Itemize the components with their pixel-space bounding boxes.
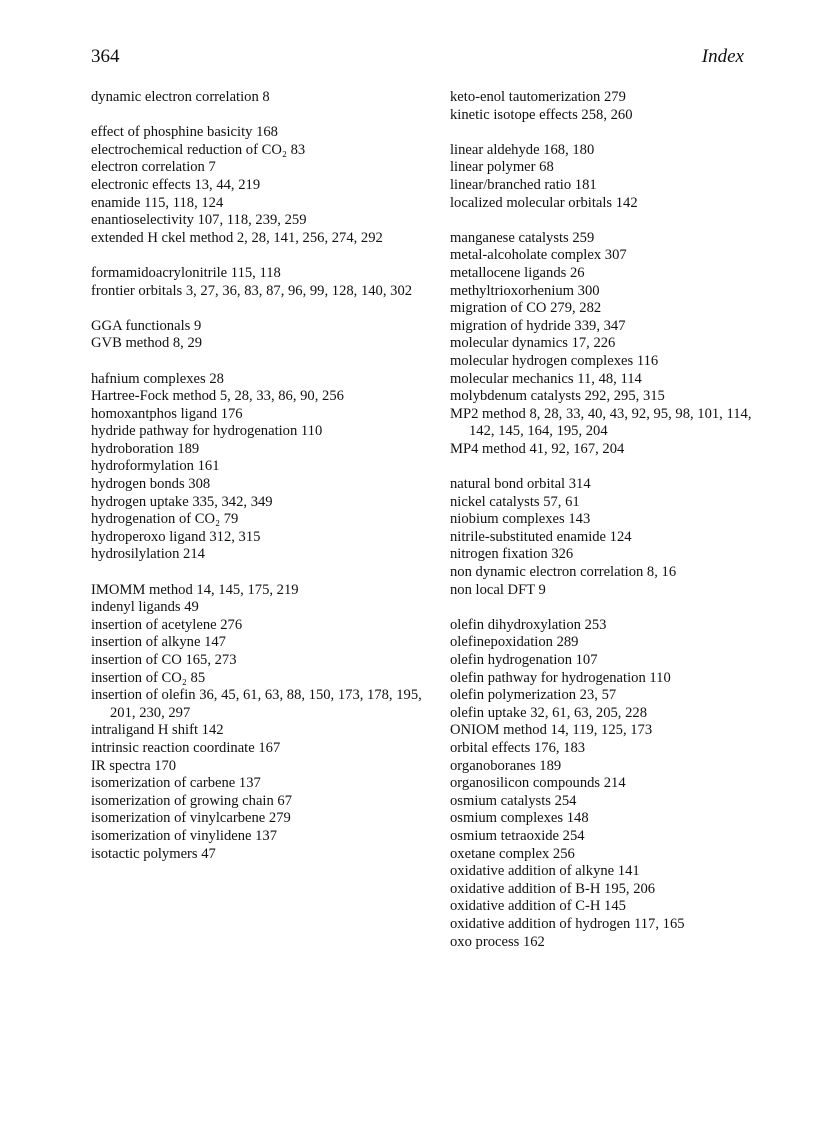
index-entry: metal-alcoholate complex 307: [450, 247, 627, 264]
index-entry: intrinsic reaction coordinate 167: [91, 739, 281, 756]
index-column-right: [450, 89, 760, 969]
running-head: Index: [701, 46, 744, 67]
index-entry: molecular hydrogen complexes 116: [450, 352, 659, 369]
index-entry: manganese catalysts 259: [450, 229, 595, 246]
index-entry: indenyl ligands 49: [91, 599, 199, 616]
index-entry: organoboranes 189: [450, 757, 562, 774]
index-entry: dynamic electron correlation 8: [91, 89, 270, 105]
index-entry: hafnium complexes 28: [91, 370, 224, 387]
index-entry: hydroformylation 161: [91, 458, 220, 475]
index-entry: formamidoacrylonitrile 115, 118: [91, 264, 281, 281]
index-entry: non dynamic electron correlation 8, 16: [450, 564, 677, 581]
index-entry: Hartree-Fock method 5, 28, 33, 86, 90, 256: [91, 388, 344, 405]
index-entry: migration of hydride 339, 347: [450, 317, 626, 334]
index-entry: homoxantphos ligand 176: [91, 405, 243, 422]
index-entry: isotactic polymers 47: [91, 845, 216, 862]
index-column-left: [91, 89, 436, 881]
index-entry: metallocene ligands 26: [450, 264, 585, 281]
index-entry: enamide 115, 118, 124: [91, 194, 224, 211]
index-entry: nickel catalysts 57, 61: [450, 493, 580, 510]
index-entry: methyltrioxorhenium 300: [450, 282, 600, 299]
index-entry: kinetic isotope effects 258, 260: [450, 106, 633, 123]
index-entry: nitrogen fixation 326: [450, 546, 574, 563]
index-entry: IR spectra 170: [91, 757, 177, 774]
index-entry: effect of phosphine basicity 168: [91, 124, 278, 141]
index-entry: intraligand H shift 142: [91, 722, 224, 739]
index-group: [450, 230, 760, 459]
index-entry: keto-enol tautomerization 279: [450, 89, 626, 105]
index-entry: electronic effects 13, 44, 219: [91, 176, 261, 193]
index-entry: isomerization of growing chain 67: [91, 792, 293, 809]
index-entry: hydride pathway for hydrogenation 110: [91, 423, 323, 440]
index-group: [91, 371, 436, 565]
index-entry: molybdenum catalysts 292, 295, 315: [450, 388, 665, 405]
index-entry: IMOMM method 14, 145, 175, 219: [91, 581, 299, 598]
index-entry: enantioselectivity 107, 118, 239, 259: [91, 212, 307, 229]
index-entry: molecular dynamics 17, 226: [450, 335, 616, 352]
index-group: [91, 318, 436, 353]
index-entry: non local DFT 9: [450, 581, 546, 598]
index-entry: frontier orbitals 3, 27, 36, 83, 87, 96, 99, 128, 140, 302: [91, 282, 413, 299]
index-entry: insertion of CO₂ 85: [91, 669, 206, 686]
page-number: 364: [91, 46, 120, 67]
index-entry: linear polymer 68: [450, 159, 554, 176]
index-group: [91, 582, 436, 864]
index-entry: electron correlation 7: [91, 159, 216, 176]
index-entry: osmium catalysts 254: [450, 792, 577, 809]
index-entry: insertion of alkyne 147: [91, 634, 226, 651]
index-entry: hydrogen bonds 308: [91, 476, 211, 493]
index-entry: hydroboration 189: [91, 440, 200, 457]
index-group: [91, 265, 436, 300]
index-entry: oxidative addition of alkyne 141: [450, 863, 640, 880]
index-group: [450, 89, 760, 124]
index-group: [450, 617, 760, 951]
index-entry: electrochemical reduction of CO₂ 83: [91, 141, 306, 158]
index-entry: natural bond orbital 314: [450, 476, 591, 493]
index-group: [450, 476, 760, 599]
index-entry: GVB method 8, 29: [91, 335, 203, 352]
index-entry: insertion of acetylene 276: [91, 616, 243, 633]
index-entry: olefin hydrogenation 107: [450, 652, 598, 668]
index-entry: osmium complexes 148: [450, 810, 589, 827]
index-entry: MP4 method 41, 92, 167, 204: [450, 440, 625, 457]
index-entry: ONIOM method 14, 119, 125, 173: [450, 722, 653, 739]
index-entry: hydroperoxo ligand 312, 315: [91, 528, 261, 545]
index-entry: oxetane complex 256: [450, 845, 575, 862]
index-entry: olefin polymerization 23, 57: [450, 687, 617, 704]
index-entry: MP2 method 8, 28, 33, 40, 43, 92, 95, 98, 101, 114, 142, 145, 164, 195, 204: [450, 405, 752, 440]
index-entry: oxo process 162: [450, 933, 545, 950]
index-entry: migration of CO 279, 282: [450, 300, 602, 317]
index-entry: osmium tetraoxide 254: [450, 827, 585, 844]
index-entry: isomerization of vinylcarbene 279: [91, 810, 291, 827]
index-entry: linear/branched ratio 181: [450, 176, 597, 193]
index-group: [450, 142, 760, 212]
index-entry: molecular mechanics 11, 48, 114: [450, 370, 642, 387]
index-entry: oxidative addition of B-H 195, 206: [450, 880, 656, 897]
index-group: [91, 89, 436, 107]
index-entry: organosilicon compounds 214: [450, 775, 626, 792]
index-entry: insertion of olefin 36, 45, 61, 63, 88, 150, 173, 178, 195, 201, 230, 297: [91, 687, 422, 721]
index-entry: olefin dihydroxylation 253: [450, 616, 607, 633]
index-entry: nitrile-substituted enamide 124: [450, 528, 632, 545]
index-entry: olefin pathway for hydrogenation 110: [450, 669, 671, 686]
index-entry: olefinepoxidation 289: [450, 634, 579, 651]
index-entry: hydrosilylation 214: [91, 546, 205, 563]
index-entry: localized molecular orbitals 142: [450, 194, 638, 211]
index-entry: isomerization of carbene 137: [91, 775, 261, 792]
index-entry: oxidative addition of hydrogen 117, 165: [450, 915, 685, 932]
index-entry: hydrogenation of CO₂ 79: [91, 511, 239, 528]
index-entry: hydrogen uptake 335, 342, 349: [91, 493, 273, 510]
index-entry: GGA functionals 9: [91, 317, 202, 334]
index-entry: isomerization of vinylidene 137: [91, 827, 278, 844]
index-entry: extended H ckel method 2, 28, 141, 256, 274, 292: [91, 229, 383, 246]
index-entry: insertion of CO 165, 273: [91, 652, 237, 668]
index-group: [91, 124, 436, 247]
index-entry: olefin uptake 32, 61, 63, 205, 228: [450, 704, 647, 721]
index-entry: oxidative addition of C-H 145: [450, 898, 626, 915]
index-entry: niobium complexes 143: [450, 511, 591, 528]
index-entry: linear aldehyde 168, 180: [450, 141, 595, 158]
index-entry: orbital effects 176, 183: [450, 739, 586, 756]
